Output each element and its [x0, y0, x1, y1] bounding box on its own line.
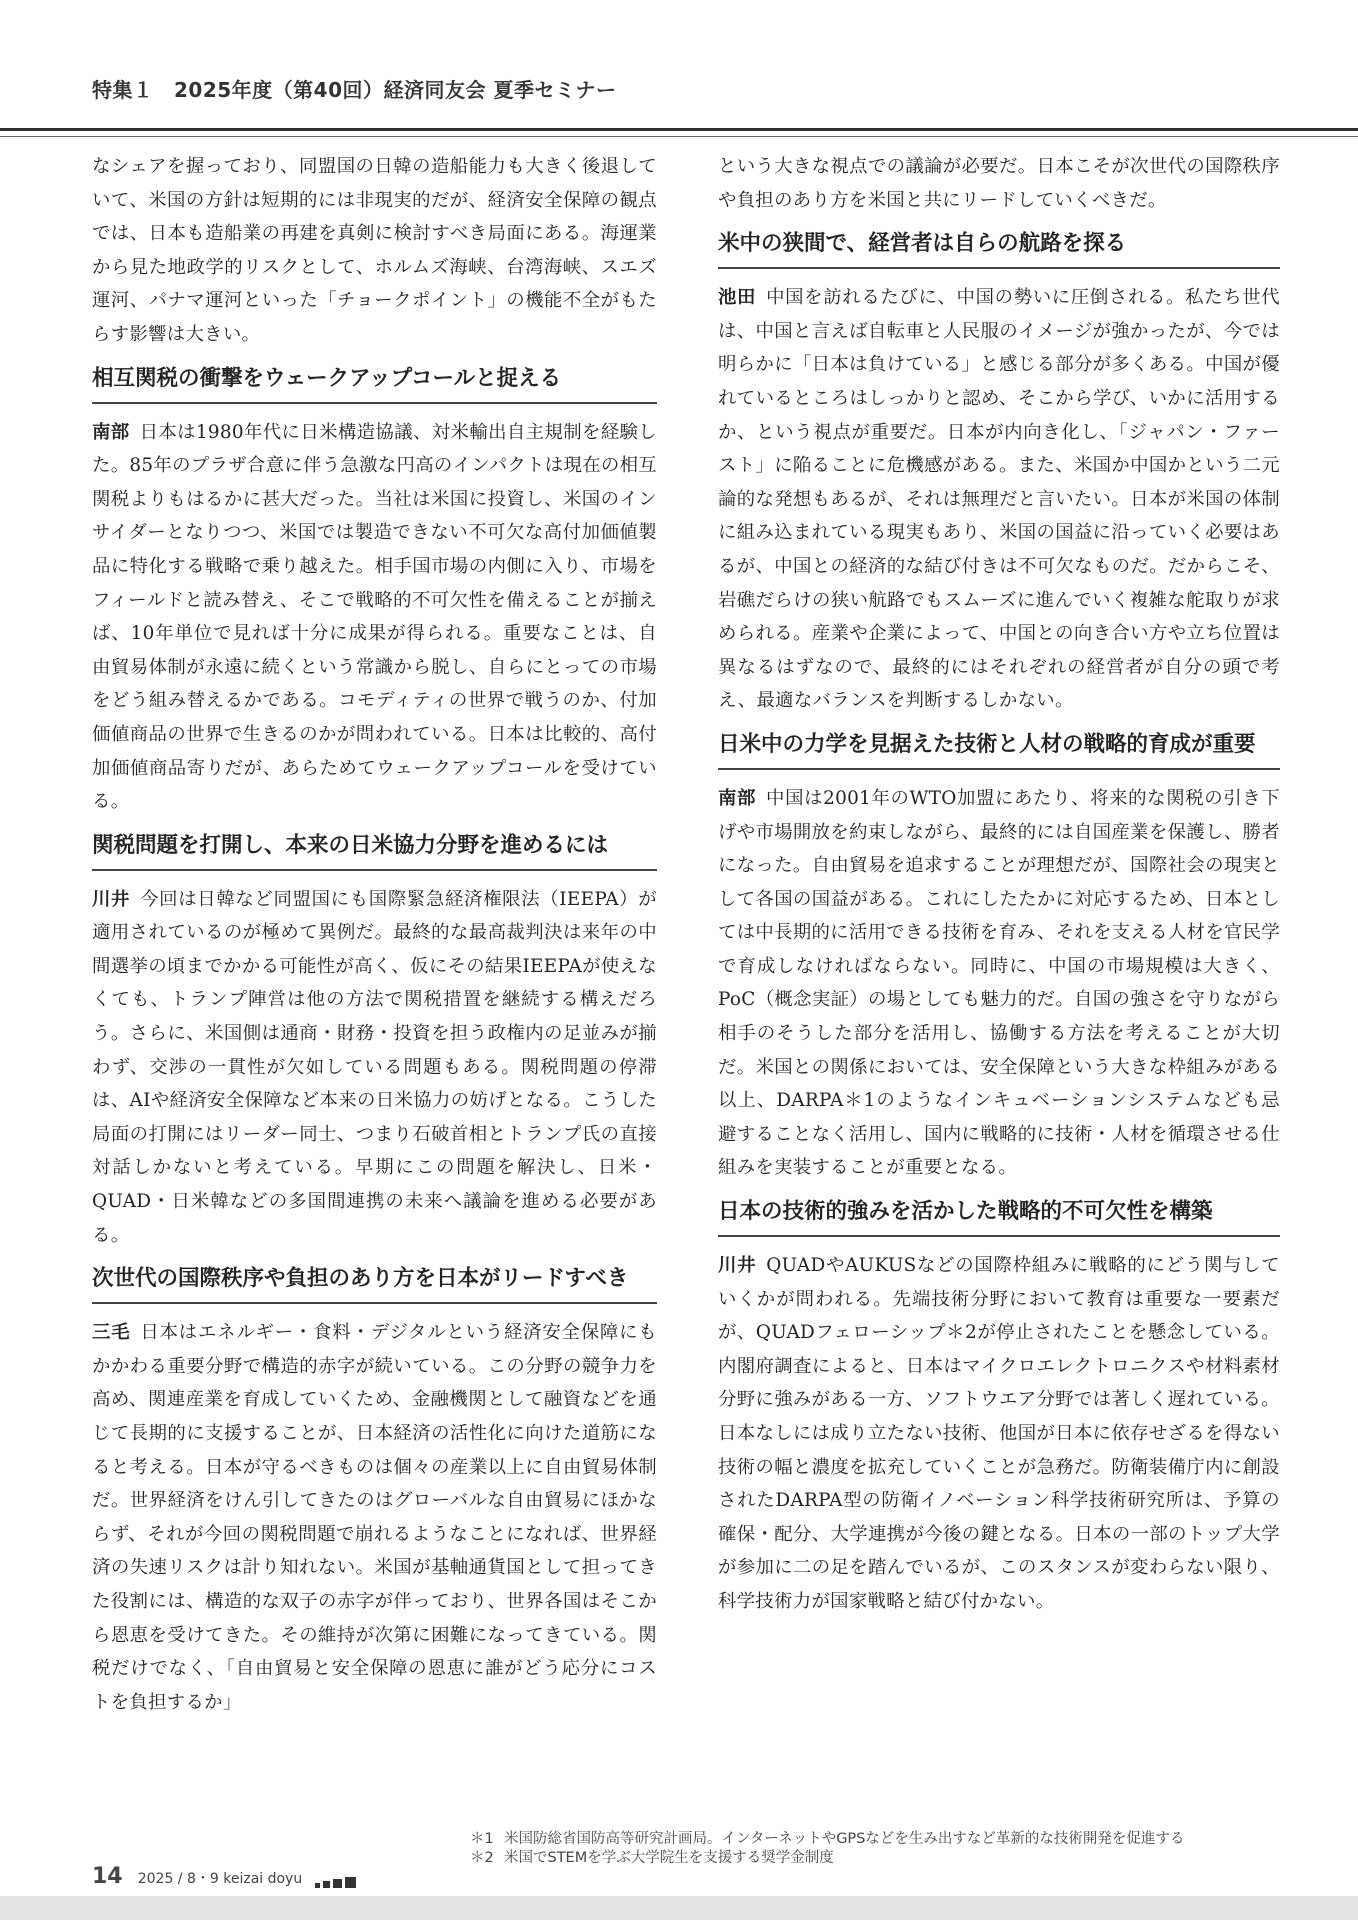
footnotes — [470, 1830, 1290, 1868]
footnote-2 — [470, 1849, 1290, 1868]
section-heading: 米中の狭間で、経営者は自らの航路を探る — [718, 227, 1280, 269]
section-heading: 日米中の力学を見据えた技術と人材の戦略的育成が重要 — [718, 728, 1280, 770]
page-footer — [92, 1864, 359, 1889]
paragraph-text: 今回は日韓など同盟国にも国際緊急経済権限法（IEEPA）が適用されているのが極めて異例だ。最終的な最高裁判決は来年の中間選挙の頃までかかる可能性が高く、仮にその結果IEEPAが使えなくても、トランプ陣営は他の方法で関税措置を継続する構えだろう。さらに、米国側は通商・財務・投資を担う政権内の足並みが揃わず、交渉の一貫性が欠如している問題もある。関税問題の停滞は、AIや経済安全保障など本来の日米協力の妨げとなる。こうした局面の打開にはリーダー同士、つまり石破首相とトランプ氏の直接対話しかないと考えている。早期にこの問題を解決し、日米・QUAD・日米韓などの多国間連携の未来へ議論を進める必要がある。 — [92, 888, 657, 1246]
bottom-band — [0, 1896, 1358, 1920]
body-paragraph — [92, 883, 657, 1253]
body-paragraph — [92, 416, 657, 819]
decorative-squares-icon — [315, 1869, 359, 1888]
header-rule-thin — [0, 136, 1358, 137]
body-paragraph — [718, 281, 1280, 718]
page-header — [0, 0, 1358, 140]
section-heading: 相互関税の衝撃をウェークアップコールと捉える — [92, 362, 657, 404]
footnote-2-mark: ＊2 — [470, 1850, 494, 1866]
footnote-2-text: 米国でSTEMを学ぶ大学院生を支援する奨学金制度 — [504, 1850, 834, 1866]
right-column — [718, 150, 1280, 1815]
left-column — [92, 150, 657, 1815]
speaker-name: 川井 — [718, 1255, 757, 1277]
footnote-1-mark: ＊1 — [470, 1831, 494, 1847]
paragraph-text: QUADやAUKUSなどの国際枠組みに戦略的にどう関与していくかが問われる。先端技術分野において教育は重要な一要素だが、QUADフェローシップ＊2が停止されたことを懸念している。内閣府調査によると、日本はマイクロエレクトロニクスや材料素材分野に強みがある一方、ソフトウエア分野では著しく遅れている。日本なしには成り立たない技術、他国が日本に依存せざるを得ない技術の幅と濃度を拡充していくことが急務だ。防衛装備庁内に創設されたDARPA型の防衛イノベーション科学技術研究所は、予算の確保・配分、大学連携が今後の鍵となる。日本の一部のトップ大学が参加に二の足を踏んでいるが、このスタンスが変わらない限り、科学技術力が国家戦略と結び付かない。 — [718, 1255, 1280, 1612]
footnote-1 — [470, 1830, 1290, 1849]
section-title: 特集１ 2025年度（第40回）経済同友会 夏季セミナー — [92, 78, 617, 102]
body-paragraph — [92, 150, 657, 352]
speaker-name: 南部 — [92, 421, 130, 443]
paragraph-text: なシェアを握っており、同盟国の日韓の造船能力も大きく後退していて、米国の方針は短期的には非現実的だが、経済安全保障の観点では、日本も造船業の再建を真剣に検討すべき局面にある。海運業から見た地政学的リスクとして、ホルムズ海峡、台湾海峡、スエズ運河、パナマ運河といった「チョークポイント」の機能不全がもたらす影響は大きい。 — [92, 156, 657, 345]
issue-label: 2025 / 8・9 keizai doyu — [137, 1871, 303, 1887]
header-rule-thick — [0, 128, 1358, 131]
paragraph-text: という大きな視点での議論が必要だ。日本こそが次世代の国際秩序や負担のあり方を米国と共にリードしていくべきだ。 — [718, 156, 1280, 211]
section-heading: 関税問題を打開し、本来の日米協力分野を進めるには — [92, 829, 657, 871]
footnote-1-text: 米国防総省国防高等研究計画局。インターネットやGPSなどを生み出すなど革新的な技術開発を促進する — [504, 1831, 1185, 1847]
speaker-name: 三毛 — [92, 1322, 131, 1344]
speaker-name: 池田 — [718, 287, 757, 309]
section-heading: 次世代の国際秩序や負担のあり方を日本がリードすべき — [92, 1262, 657, 1304]
paragraph-text: 中国は2001年のWTO加盟にあたり、将来的な関税の引き下げや市場開放を約束しながら、最終的には自国産業を保護し、勝者になった。自由貿易を追求することが理想だが、国際社会の現実として各国の国益がある。これにしたたかに対応するため、日本としては中長期的に活用できる技術を育み、それを支える人材を官民学で育成しなければならない。同時に、中国の市場規模は大きく、PoC（概念実証）の場としても魅力的だ。自国の強さを守りながら相手のそうした部分を活用し、協働する方法を考えることが大切だ。米国との関係においては、安全保障という大きな枠組みがある以上、DARPA＊1のようなインキュベーションシステムなども忌避することなく活用し、国内に戦略的に技術・人材を循環させる仕組みを実装することが重要となる。 — [718, 787, 1280, 1179]
paragraph-text: 中国を訪れるたびに、中国の勢いに圧倒される。私たち世代は、中国と言えば自転車と人民服のイメージが強かったが、今では明らかに「日本は負けている」と感じる部分が多くある。中国が優れているところはしっかりと認め、そこから学び、いかに活用するか、という視点が重要だ。日本が内向き化し、「ジャパン・ファースト」に陥ることに危機感がある。また、米国か中国かという二元論的な発想もあるが、それは無理だと言いたい。日本が米国の体制に組み込まれている現実もあり、米国の国益に沿っていく必要はあるが、中国との経済的な結び付きは不可欠なものだ。だからこそ、岩礁だらけの狭い航路でもスムーズに進んでいく複雑な舵取りが求められる。産業や企業によって、中国との向き合い方や立ち位置は異なるはずなので、最終的にはそれぞれの経営者が自分の頭で考え、最適なバランスを判断するしかない。 — [718, 287, 1280, 712]
paragraph-text: 日本は1980年代に日米構造協議、対米輸出自主規制を経験した。85年のプラザ合意に伴う急激な円高のインパクトは現在の相互関税よりもはるかに甚大だった。当社は米国に投資し、米国のインサイダーとなりつつ、米国では製造できない不可欠な高付加価値製品に特化する戦略で乗り越えた。相手国市場の内側に入り、市場をフィールドと読み替え、そこで戦略的不可欠性を備えることが揃えば、10年単位で見れば十分に成果が得られる。重要なことは、自由貿易体制が永遠に続くという常識から脱し、自らにとっての市場をどう組み替えるかである。コモディティの世界で戦うのか、付加価値商品の世界で生きるのかが問われている。日本は比較的、高付加価値商品寄りだが、あらためてウェークアップコールを受けている。 — [92, 421, 657, 813]
speaker-name: 南部 — [718, 787, 757, 809]
body-paragraph — [718, 150, 1280, 217]
paragraph-text: 日本はエネルギー・食料・デジタルという経済安全保障にもかかわる重要分野で構造的赤字が続いている。この分野の競争力を高め、関連産業を育成していくため、金融機関として融資などを通じて長期的に支援することが、日本経済の活性化に向けた道筋になると考える。日本が守るべきものは個々の産業以上に自由貿易体制だ。世界経済をけん引してきたのはグローバルな自由貿易にほかならず、それが今回の関税問題で崩れるようなことになれば、世界経済の失速リスクは計り知れない。米国が基軸通貨国として担ってきた役割には、構造的な双子の赤字が伴っており、世界各国はそこから恩恵を受けてきた。その維持が次第に困難になってきている。関税だけでなく、「自由貿易と安全保障の恩恵に誰がどう応分にコストを負担するか」 — [92, 1322, 657, 1713]
page-number: 14 — [92, 1864, 123, 1889]
body-paragraph — [718, 782, 1280, 1185]
speaker-name: 川井 — [92, 888, 131, 910]
body-paragraph — [718, 1249, 1280, 1619]
section-heading: 日本の技術的強みを活かした戦略的不可欠性を構築 — [718, 1195, 1280, 1237]
body-paragraph — [92, 1316, 657, 1719]
